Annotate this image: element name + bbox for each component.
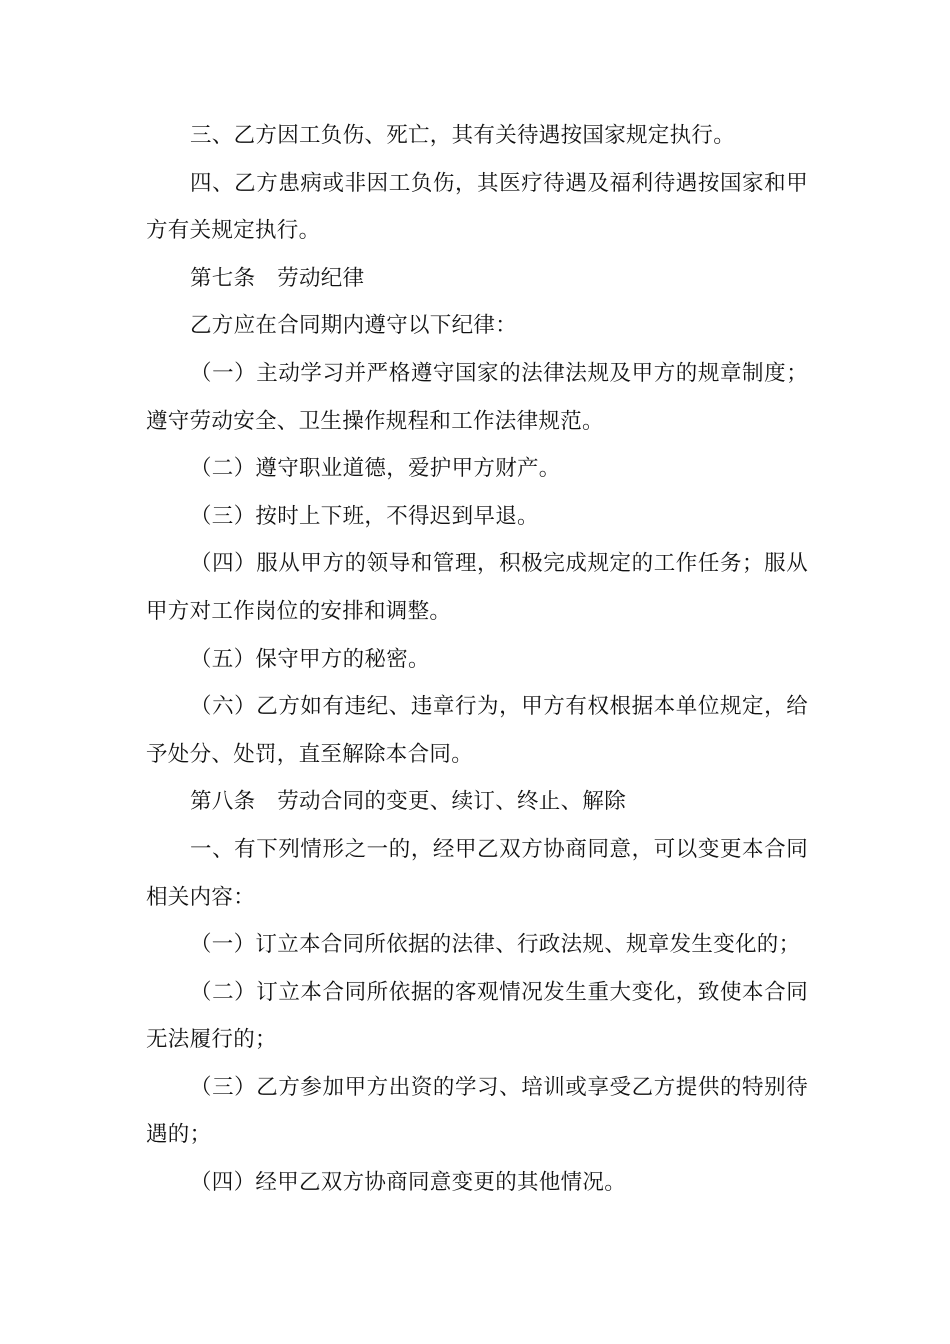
paragraph-discipline-intro: 乙方应在合同期内遵守以下纪律： [190,313,518,339]
discipline-item-5: （五）保守甲方的秘密。 [190,646,430,672]
paragraph-illness-treatment: 四、乙方患病或非因工负伤，其医疗待遇及福利待遇按国家和甲方有关规定执行。 [146,170,808,244]
article-eight-heading: 第八条 劳动合同的变更、续订、终止、解除 [190,789,627,815]
change-item-2: （二）订立本合同所依据的客观情况发生重大变化，致使本合同无法履行的； [146,979,808,1053]
change-item-3: （三）乙方参加甲方出资的学习、培训或享受乙方提供的特别待遇的； [146,1074,808,1148]
document-body [146,112,808,1207]
article-seven-heading: 第七条 劳动纪律 [190,265,365,291]
paragraph-change-conditions: 一、有下列情形之一的，经甲乙双方协商同意，可以变更本合同相关内容： [146,836,808,910]
discipline-item-4: （四）服从甲方的领导和管理，积极完成规定的工作任务；服从甲方对工作岗位的安排和调整。 [146,551,808,624]
change-item-4: （四）经甲乙双方协商同意变更的其他情况。 [190,1170,627,1196]
paragraph-work-injury: 三、乙方因工负伤、死亡，其有关待遇按国家规定执行。 [190,123,736,148]
discipline-item-3: （三）按时上下班，不得迟到早退。 [190,503,539,529]
discipline-item-6: （六）乙方如有违纪、违章行为，甲方有权根据本单位规定，给予处分、处罚，直至解除本合同。 [146,694,808,767]
discipline-item-2: （二）遵守职业道德，爱护甲方财产。 [190,456,561,482]
change-item-1: （一）订立本合同所依据的法律、行政法规、规章发生变化的； [190,932,801,958]
discipline-item-1: （一）主动学习并严格遵守国家的法律法规及甲方的规章制度；遵守劳动安全、卫生操作规程和工作法律规范。 [146,360,808,434]
